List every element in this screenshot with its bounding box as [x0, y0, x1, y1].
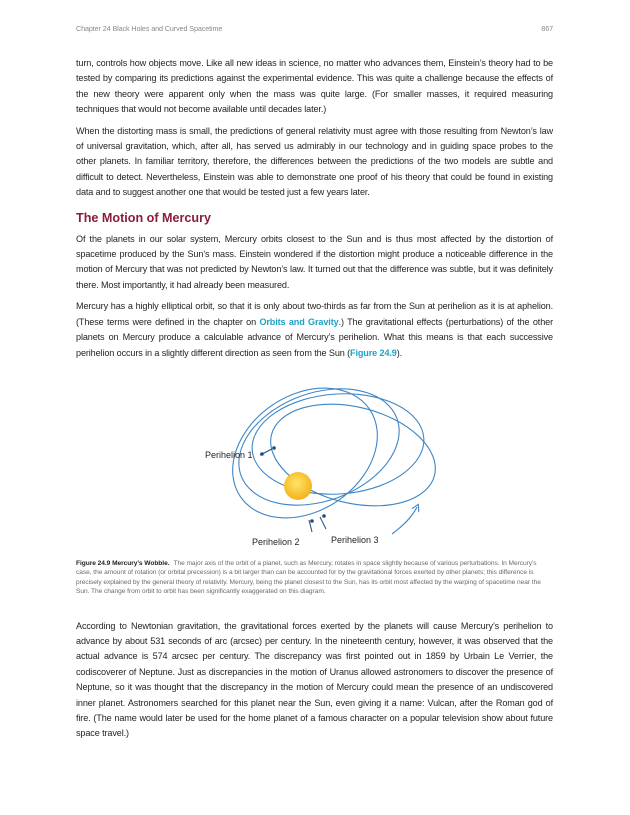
caption-text: The major axis of the orbit of a planet, such as Mercury, rotates in space slightly because of various perturbations. In Mercury’s case, the amount of rotation (or orbital precession) is a bit larger than can be accounted for by the gravitational forces exerted by other planets; this difference is precisely explained by the general theory of relativity. Mercury, being the planet closest to the Sun, has its orbit most affected by the warping of spacetime near the Sun. The change from orbit to orbit has been significantly exaggerated on this diagram. [76, 559, 541, 596]
precession-diagram [76, 367, 553, 559]
perihelion-1-marker-2 [272, 446, 276, 450]
perihelion-1-marker [260, 452, 264, 456]
perihelion-1-label: Perihelion 1 [205, 449, 253, 460]
orbits-and-gravity-link[interactable]: Orbits and Gravity [259, 316, 339, 327]
intro-paragraph-2: When the distorting mass is small, the predictions of general relativity must agree with those resulting from Newton’s law of universal gravitation, which, after all, has served us admirably in our technology and in guiding space probes to the other planets. In familiar territory, therefore, the differences between the predictions of the two models are subtle and difficult to detect. Nevertheless, Einstein was able to demonstrate one proof of his theory that could be found in existing data and to suggest another one that would be tested just a few years later. [76, 125, 553, 198]
caption-label: Figure 24.9 [76, 559, 111, 567]
mercury-paragraph-2-text-b: .) The gravitational effects (perturbations) of the other planets on Mercury produce a calculable advance of Mercury’s perihelion. What this means is that each successive perihelion occurs in a slightly different direction as seen from the Sun ( [76, 316, 553, 358]
mercury-paragraph-1: Of the planets in our solar system, Mercury orbits closest to the Sun and is thus most affected by the distortion of spacetime produced by the Sun’s mass. Einstein wondered if the distortion might produce a noticeable difference in the motion of Mercury that was not predicted by Newton’s law. It turned out that the difference was subtle, but it was definitely there. Most importantly, it had already been measured. [76, 233, 553, 290]
perihelion-2-label: Perihelion 2 [252, 536, 300, 547]
intro-paragraph-1: turn, controls how objects move. Like all new ideas in science, no matter who advances them, Einstein’s theory had to be tested by comparing its predictions against the experimental evidence. This was quite a challenge because the effects of the new theory were apparent only when the mass was quite large. (For smaller masses, it required measuring techniques that would not become available until decades later.) [76, 58, 553, 115]
caption-title: Mercury’s Wobble. [112, 559, 170, 567]
mercury-paragraph-2 [76, 299, 553, 361]
perihelion-3-label: Perihelion 3 [331, 534, 379, 545]
mercury-paragraph-2-text-c: ). [396, 347, 403, 358]
sun-icon [284, 472, 312, 500]
perihelion-2-marker [310, 519, 314, 523]
figure-caption [76, 559, 553, 597]
direction-arrow-icon [392, 507, 417, 534]
section-heading: The Motion of Mercury [76, 210, 212, 225]
perihelion-3-marker [322, 514, 326, 518]
page-content [76, 56, 553, 748]
closing-paragraph: According to Newtonian gravitation, the gravitational forces exerted by the planets will cause Mercury’s perihelion to advance by about 531 seconds of arc (arcsec) per century. In the nineteenth century, however, it was observed that the actual advance is 574 arcsec per century. The discrepancy was first pointed out in 1859 by Urbain Le Verrier, the codiscoverer of Neptune. Just as discrepancies in the motion of Uranus allowed astronomers to discover the presence of Neptune, so it was thought that the discrepancy in the motion of Mercury could mean the presence of an undiscovered inner planet. Astronomers searched for this planet near the Sun, even giving it a name: Vulcan, after the Roman god of fire. (The name would later be used for the home planet of a famous character on a popular television show about future space travel.) [76, 620, 553, 739]
figure-24-9-link[interactable]: Figure 24.9 [350, 347, 397, 358]
running-header [76, 24, 553, 33]
chapter-title: Chapter 24 Black Holes and Curved Spacetime [76, 24, 223, 33]
page-number: 867 [541, 24, 553, 33]
perihelion-3-leader [320, 517, 326, 529]
mercury-orbit-figure [76, 367, 553, 559]
orbit-2 [223, 368, 416, 526]
mercury-paragraph-2-text-a: Mercury has a highly elliptical orbit, so that it is only about two-thirds as far from the Sun at perihelion as it is at aphelion. (These terms were defined in the chapter on [76, 301, 553, 327]
orbit-4 [260, 388, 446, 522]
orbit-3 [249, 388, 428, 500]
